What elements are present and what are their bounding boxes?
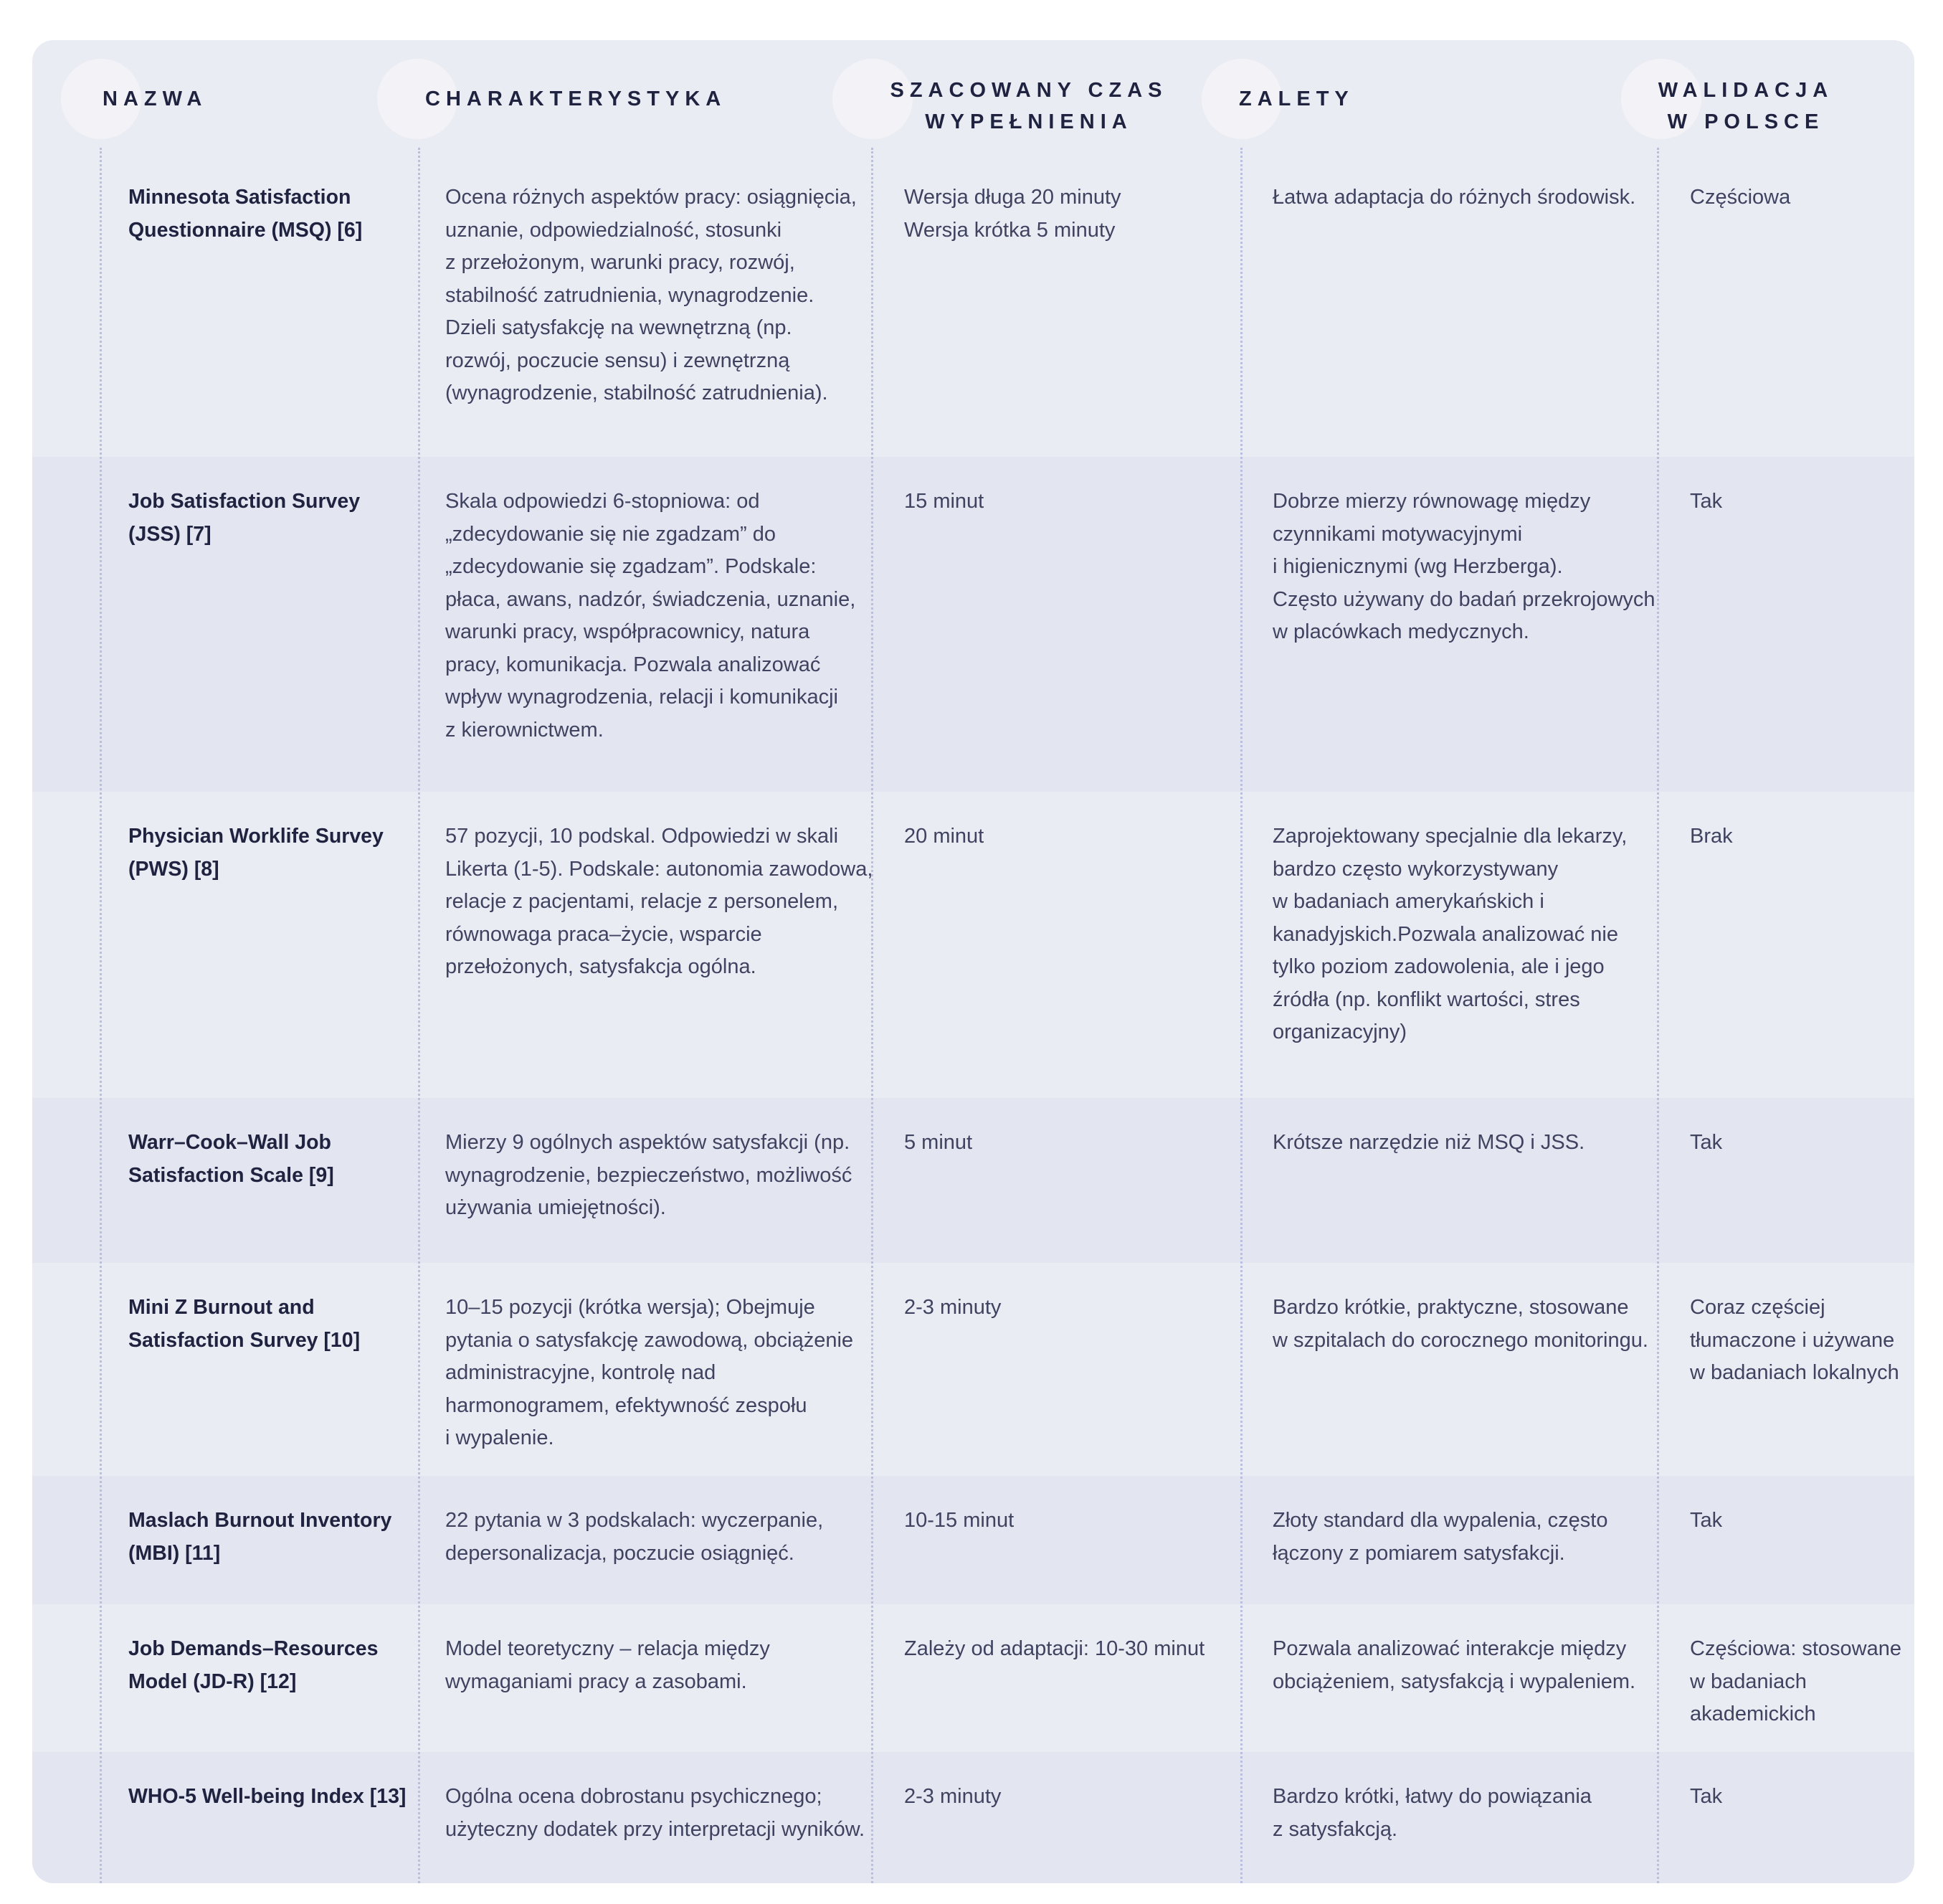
row-validation: Coraz częściej tłumaczone i używane w badaniach lokalnych — [1690, 1296, 1899, 1384]
row-validation: Tak — [1690, 1509, 1723, 1532]
row-name: Job Satisfaction Survey (JSS) [7] — [128, 490, 361, 546]
header-validation: WALIDACJA W POLSCE — [1658, 79, 1834, 133]
column-divider — [100, 148, 102, 1883]
header-name: NAZWA — [103, 87, 208, 110]
column-divider — [418, 148, 420, 1883]
row-name: Minnesota Satisfaction Questionnaire (MSQ) [6] — [128, 186, 363, 242]
row-characteristics: Ocena różnych aspektów pracy: osiągnięcia, uznanie, odpowiedzialność, stosunki z przełożonym, warunki pracy, rozwój, stabilność zatrudnienia, wynagrodzenie. Dzieli satysfakcję na wewnętrzną (np. rozwój, poczucie sensu) i zewnętrzną (wynagrodzenie, stabilność zatrudnienia). — [445, 186, 857, 404]
row-validation: Tak — [1690, 1785, 1723, 1808]
row-characteristics: Skala odpowiedzi 6-stopniowa: od „zdecydowanie się nie zgadzam” do „zdecydowanie się zgadzam”. Podskale: płaca, awans, nadzór, świadczenia, uznanie, warunki pracy, współpracownicy, natura pracy, komunikacja. Pozwala analizować wpływ wynagrodzenia, relacji i komunikacji z kierownictwem. — [445, 490, 856, 742]
table-row — [32, 1476, 1914, 1604]
row-validation: Tak — [1690, 1131, 1723, 1154]
table-header — [32, 40, 1914, 153]
row-name: Job Demands–Resources Model (JD-R) [12] — [128, 1637, 379, 1693]
row-time: Wersja długa 20 minuty Wersja krótka 5 minuty — [904, 186, 1121, 242]
column-divider — [871, 148, 873, 1883]
row-advantages: Złoty standard dla wypalenia, często łączony z pomiarem satysfakcji. — [1273, 1509, 1608, 1565]
row-characteristics: 22 pytania w 3 podskalach: wyczerpanie, depersonalizacja, poczucie osiągnięć. — [445, 1509, 824, 1565]
row-characteristics: Ogólna ocena dobrostanu psychicznego; użyteczny dodatek przy interpretacji wyników. — [445, 1785, 865, 1841]
row-name: WHO-5 Well-being Index [13] — [128, 1785, 407, 1808]
header-time: SZACOWANY CZAS WYPEŁNIENIA — [890, 79, 1168, 133]
table-row — [32, 457, 1914, 792]
row-name: Maslach Burnout Inventory (MBI) [11] — [128, 1509, 392, 1565]
row-time: 5 minut — [904, 1131, 973, 1154]
row-time: 2-3 minuty — [904, 1785, 1002, 1808]
row-time: 20 minut — [904, 825, 984, 848]
table-row — [32, 153, 1914, 457]
row-characteristics: Mierzy 9 ogólnych aspektów satysfakcji (np. wynagrodzenie, bezpieczeństwo, możliwość używania umiejętności). — [445, 1131, 852, 1219]
row-characteristics: 57 pozycji, 10 podskal. Odpowiedzi w skali Likerta (1-5). Podskale: autonomia zawodowa, relacje z pacjentami, relacje z personelem, równowaga praca–życie, wsparcie przełożonych, satysfakcja ogólna. — [445, 825, 873, 978]
row-name: Mini Z Burnout and Satisfaction Survey [10] — [128, 1296, 361, 1352]
row-advantages: Łatwa adaptacja do różnych środowisk. — [1273, 186, 1636, 209]
header-advantages: ZALETY — [1239, 87, 1354, 110]
row-validation: Brak — [1690, 825, 1733, 848]
row-advantages: Dobrze mierzy równowagę między czynnikami motywacyjnymi i higienicznymi (wg Herzberga). Często używany do badań przekrojowych w placówkach medycznych. — [1273, 490, 1655, 643]
row-advantages: Pozwala analizować interakcje między obciążeniem, satysfakcją i wypaleniem. — [1273, 1637, 1636, 1693]
column-divider — [1657, 148, 1659, 1883]
row-advantages: Bardzo krótkie, praktyczne, stosowane w szpitalach do corocznego monitoringu. — [1273, 1296, 1648, 1352]
row-validation: Częściowa — [1690, 186, 1791, 209]
row-advantages: Zaprojektowany specjalnie dla lekarzy, bardzo często wykorzystywany w badaniach amerykańskich i kanadyjskich.Pozwala analizować nie tylko poziom zadowolenia, ale i jego źródła (np. konflikt wartości, stres organizacyjny) — [1273, 825, 1628, 1043]
row-time: Zależy od adaptacji: 10-30 minut — [904, 1637, 1205, 1660]
comparison-table — [32, 40, 1914, 1883]
table-row — [32, 792, 1914, 1098]
column-divider — [1240, 148, 1243, 1883]
row-advantages: Krótsze narzędzie niż MSQ i JSS. — [1273, 1131, 1585, 1154]
row-name: Physician Worklife Survey (PWS) [8] — [128, 825, 384, 881]
row-characteristics: Model teoretyczny – relacja między wymaganiami pracy a zasobami. — [445, 1637, 770, 1693]
row-advantages: Bardzo krótki, łatwy do powiązania z satysfakcją. — [1273, 1785, 1592, 1841]
row-name: Warr–Cook–Wall Job Satisfaction Scale [9] — [128, 1131, 334, 1187]
row-validation: Tak — [1690, 490, 1723, 513]
header-characteristics: CHARAKTERYSTYKA — [425, 87, 727, 110]
table-row — [32, 1263, 1914, 1476]
row-time: 10-15 minut — [904, 1509, 1015, 1532]
row-time: 2-3 minuty — [904, 1296, 1002, 1319]
table-row — [32, 1098, 1914, 1263]
row-characteristics: 10–15 pozycji (krótka wersja); Obejmuje pytania o satysfakcję zawodową, obciążenie administracyjne, kontrolę nad harmonogramem, efektywność zespołu i wypalenie. — [445, 1296, 854, 1449]
table-row — [32, 1752, 1914, 1883]
row-time: 15 minut — [904, 490, 984, 513]
row-validation: Częściowa: stosowane w badaniach akademickich — [1690, 1637, 1901, 1725]
table-row — [32, 1604, 1914, 1752]
